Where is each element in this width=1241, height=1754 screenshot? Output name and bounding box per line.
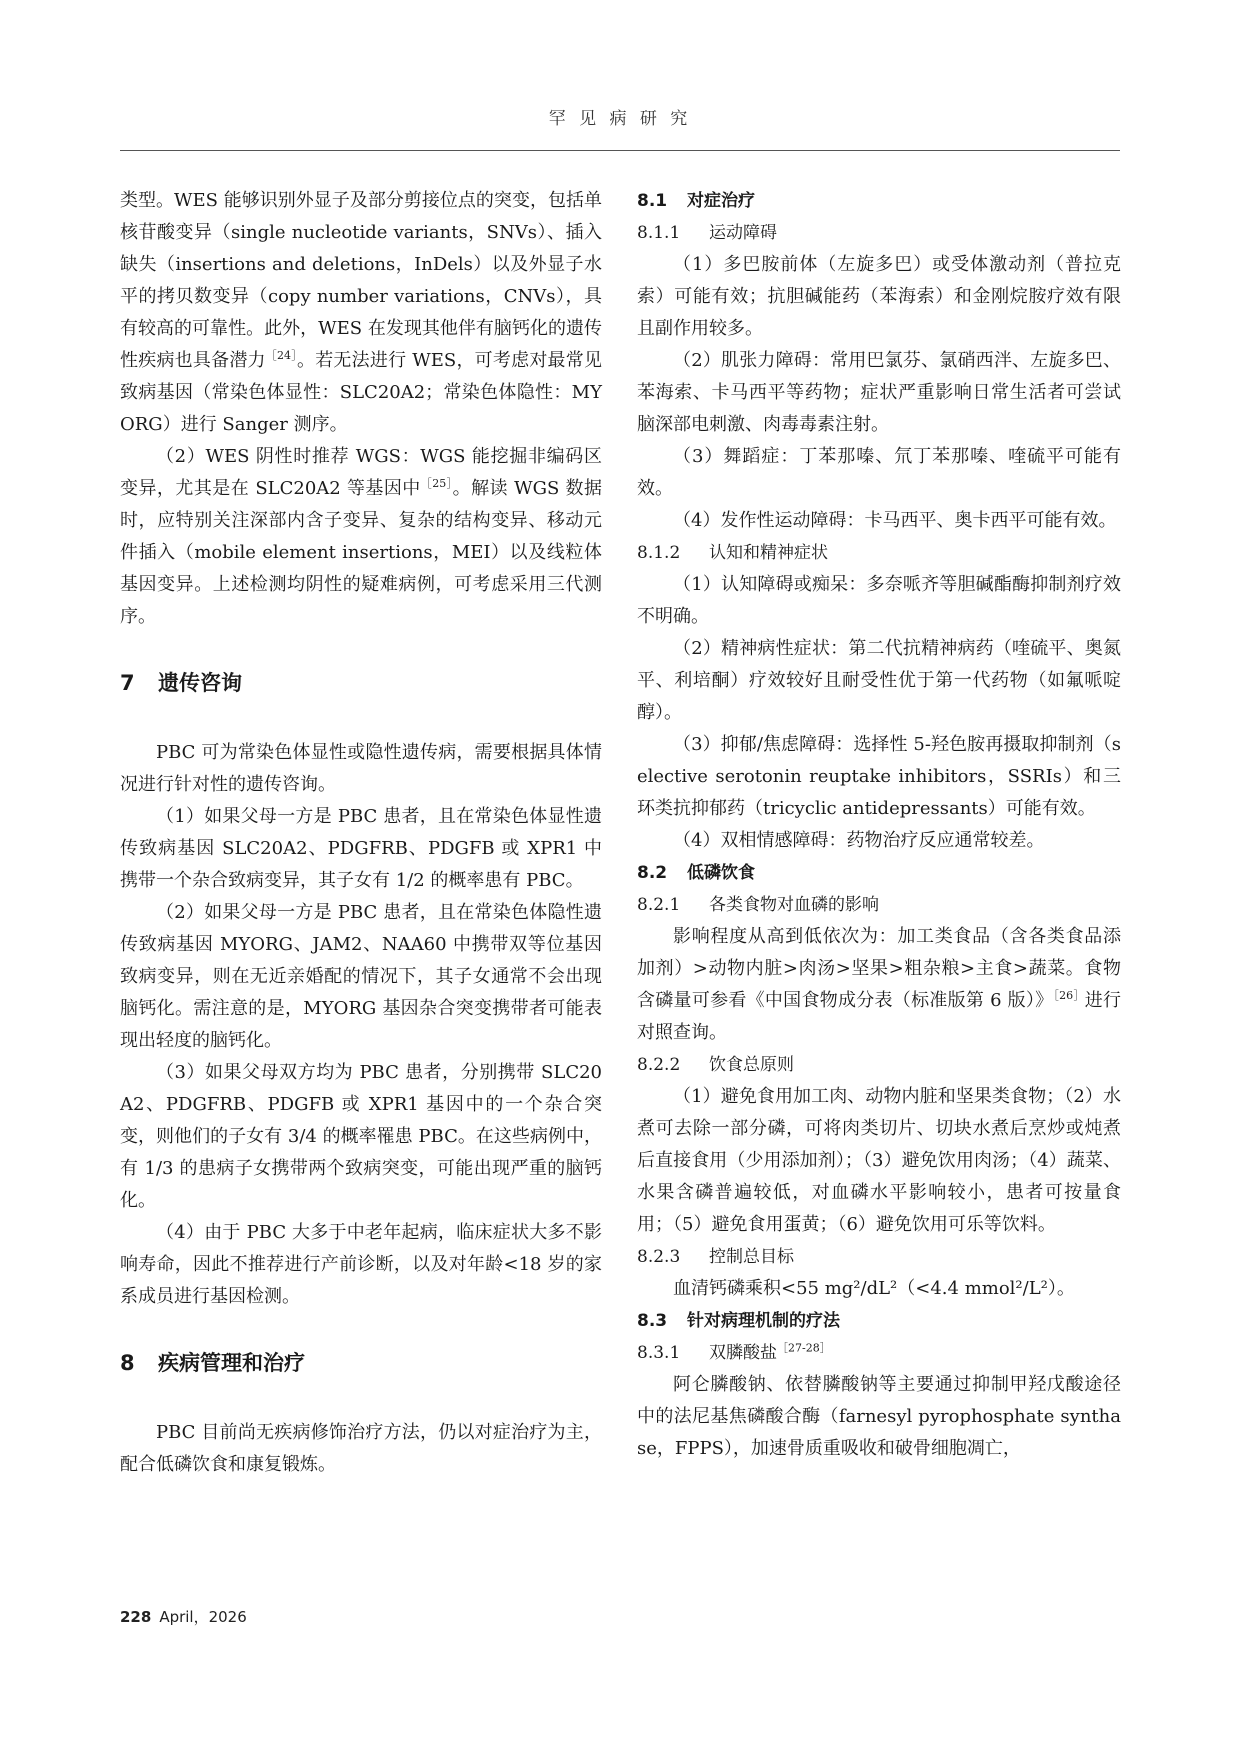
paragraph-movement-3: （3）舞蹈症：丁苯那嗪、氘丁苯那嗪、喹硫平可能有效。 xyxy=(637,446,1121,499)
paragraph-counseling-4: （4）由于 PBC 大多于中老年起病，临床症状大多不影响寿命，因此不推荐进行产前诊断，以及对年龄<18 岁的家系成员进行基因检测。 xyxy=(120,1222,602,1307)
subsubsection-heading-8-2-3: 8.2.3 控制总目标 xyxy=(637,1247,794,1267)
paragraph-bisphosphonates: 阿仑膦酸钠、依替膦酸钠等主要通过抑制甲羟戊酸途径中的法尼基焦磷酸合酶（farnesyl pyrophosphate synthase，FPPS），加速骨质重吸收和破骨细胞凋亡， xyxy=(637,1374,1121,1459)
paragraph-cognitive-4: （4）双相情感障碍：药物治疗反应通常较差。 xyxy=(673,830,1045,851)
right-column xyxy=(637,185,1121,1465)
subsubsection-heading-8-2-2: 8.2.2 饮食总原则 xyxy=(637,1055,794,1075)
paragraph-control-target: 血清钙磷乘积<55 mg²/dL²（<4.4 mmol²/L²）。 xyxy=(673,1278,1075,1299)
subsection-heading-8-3: 8.3 针对病理机制的疗法 xyxy=(637,1311,840,1331)
paragraph-food-phosphorus: 影响程度从高到低依次为：加工类食品（含各类食品添加剂）>动物内脏>肉汤>坚果>粗杂粮>主食>蔬菜。食物含磷量可参看《中国食物成分表（标准版第 6 版）》$^{[26]}$进行对照查询。 xyxy=(637,926,1121,1043)
subsection-heading-8-2: 8.2 低磷饮食 xyxy=(637,863,755,883)
citation-24: ［24］ xyxy=(265,349,297,362)
paragraph-counseling-2: （2）如果父母一方是 PBC 患者，且在常染色体隐性遗传致病基因 MYORG、JAM2、NAA60 中携带双等位基因致病变异，则在无近亲婚配的情况下，其子女通常不会出现脑钙化。需注意的是，MYORG 基因杂合突变携带者可能表现出轻度的脑钙化。 xyxy=(120,902,602,1051)
citation-26: ［26］ xyxy=(1053,989,1085,1002)
paragraph-counseling-intro: PBC 可为常染色体显性或隐性遗传病，需要根据具体情况进行针对性的遗传咨询。 xyxy=(120,742,602,795)
paragraph-movement-2: （2）肌张力障碍：常用巴氯芬、氯硝西泮、左旋多巴、苯海索、卡马西平等药物；症状严重影响日常生活者可尝试脑深部电刺激、肉毒毒素注射。 xyxy=(637,350,1121,435)
paragraph-cognitive-1: （1）认知障碍或痴呆：多奈哌齐等胆碱酯酶抑制剂疗效不明确。 xyxy=(637,574,1121,627)
section-heading-7: 7 遗传咨询 xyxy=(120,671,242,695)
running-head-journal-title: 罕 见 病 研 究 xyxy=(548,109,692,129)
page-number: 228 xyxy=(120,1608,152,1626)
citation-27-28: ［27-28］ xyxy=(777,1341,831,1355)
citation-25: ［25］ xyxy=(420,477,453,490)
subsubsection-heading-8-2-1: 8.2.1 各类食物对血磷的影响 xyxy=(637,895,879,915)
subsubsection-heading-8-1-1: 8.1.1 运动障碍 xyxy=(637,223,777,243)
paragraph-cognitive-2: （2）精神病性症状：第二代抗精神病药（喹硫平、奥氮平、利培酮）疗效较好且耐受性优于第一代药物（如氟哌啶醇）。 xyxy=(637,638,1121,723)
section-heading-8: 8 疾病管理和治疗 xyxy=(120,1351,305,1375)
paragraph-wes-description: 类型。WES 能够识别外显子及部分剪接位点的突变，包括单核苷酸变异（single nucleotide variants，SNVs）、插入缺失（insertions and deletions，InDels）以及外显子水平的拷贝数变异（copy number variations，CNVs），具有较高的可靠性。此外，WES 在发现其他伴有脑钙化的遗传性疾病也具备潜力$^{[24]}$。若无法进行 WES，可考虑对最常见致病基因（常染色体显性：SLC20A2；常染色体隐性：MYORG）进行 Sanger 测序。 xyxy=(120,190,603,435)
paragraph-counseling-3: （3）如果父母双方均为 PBC 患者，分别携带 SLC20A2、PDGFRB、PDGFB 或 XPR1 基因中的一个杂合突变，则他们的子女有 3/4 的概率罹患 PBC。在这些病例中，有 1/3 的患病子女携带两个致病突变，可能出现严重的脑钙化。 xyxy=(120,1062,602,1211)
paragraph-wgs-recommendation: （2）WES 阴性时推荐 WGS：WGS 能挖掘非编码区变异，尤其是在 SLC20A2 等基因中$^{[25]}$。解读 WGS 数据时，应特别关注深部内含子变异、复杂的结构变异、移动元件插入（mobile element insertions，MEI）以及线粒体基因变异。上述检测均阴性的疑难病例，可考虑采用三代测序。 xyxy=(120,446,603,627)
paragraph-counseling-1: （1）如果父母一方是 PBC 患者，且在常染色体显性遗传致病基因 SLC20A2、PDGFRB、PDGFB 或 XPR1 中携带一个杂合致病变异，其子女有 1/2 的概率患有 PBC。 xyxy=(120,806,602,891)
paragraph-diet-principles: （1）避免食用加工肉、动物内脏和坚果类食物；（2）水煮可去除一部分磷，可将肉类切片、切块水煮后烹炒或炖煮后直接食用（少用添加剂）；（3）避免饮用肉汤；（4）蔬菜、水果含磷普遍较低，对血磷水平影响较小，患者可按量食用；（5）避免食用蛋黄；（6）避免饮用可乐等饮料。 xyxy=(637,1086,1121,1235)
subsubsection-heading-8-3-1: 8.3.1 双膦酸盐$^{[27-28]}$ xyxy=(637,1341,831,1363)
paragraph-movement-4: （4）发作性运动障碍：卡马西平、奥卡西平可能有效。 xyxy=(673,510,1117,531)
paragraph-movement-1: （1）多巴胺前体（左旋多巴）或受体激动剂（普拉克索）可能有效；抗胆碱能药（苯海索）和金刚烷胺疗效有限且副作用较多。 xyxy=(637,254,1121,339)
subsubsection-heading-8-1-2: 8.1.2 认知和精神症状 xyxy=(637,543,828,563)
subsection-heading-8-1: 8.1 对症治疗 xyxy=(637,191,755,211)
left-column xyxy=(120,185,602,1481)
paragraph-management-intro: PBC 目前尚无疾病修饰治疗方法，仍以对症治疗为主，配合低磷饮食和康复锻炼。 xyxy=(120,1422,602,1475)
paragraph-cognitive-3: （3）抑郁/焦虑障碍：选择性 5-羟色胺再摄取抑制剂（selective serotonin reuptake inhibitors，SSRIs）和三环类抗抑郁药（tricyclic antidepressants）可能有效。 xyxy=(637,734,1121,819)
issue-date: April，2026 xyxy=(159,1608,247,1626)
page-footer xyxy=(120,1606,247,1627)
header-divider xyxy=(120,150,1120,151)
